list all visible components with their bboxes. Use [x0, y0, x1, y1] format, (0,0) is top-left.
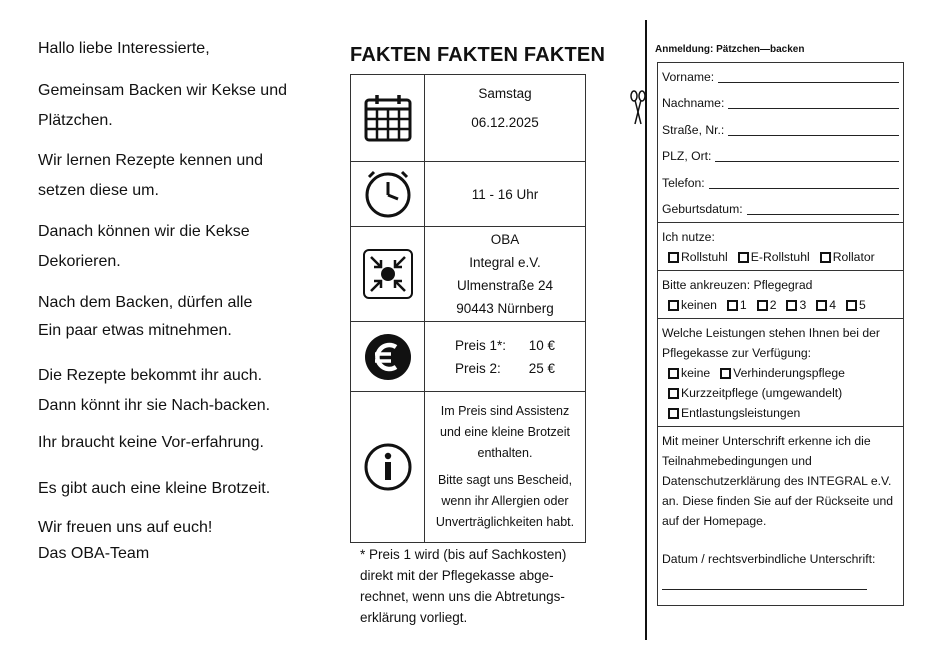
checkbox-icon[interactable] — [668, 368, 679, 379]
checkbox-rollstuhl[interactable]: Rollstuhl — [668, 247, 728, 267]
intro-paragraph: Wir lernen Rezepte kennen und setzen diese um. — [38, 152, 264, 199]
firstname-field[interactable]: Vorname: — [662, 63, 899, 90]
registration-title: Anmeldung: Pätzchen—backen — [655, 44, 805, 55]
signature-field[interactable] — [662, 589, 867, 590]
care-level-label: Bitte ankreuzen: Pflegegrad — [662, 278, 813, 292]
checkbox-benefit-respite[interactable]: Verhinderungspflege — [720, 363, 845, 383]
scissors-icon — [630, 90, 646, 126]
facts-title: FAKTEN FAKTEN FAKTEN — [350, 44, 606, 66]
facts-table — [350, 74, 586, 543]
checkbox-icon[interactable] — [816, 300, 827, 311]
checkbox-icon[interactable] — [727, 300, 738, 311]
checkbox-icon[interactable] — [757, 300, 768, 311]
facts-column — [350, 44, 606, 625]
checkbox-icon[interactable] — [786, 300, 797, 311]
event-date: 06.12.2025 — [471, 115, 539, 130]
checkbox-benefit-short-term[interactable]: Kurzzeitpflege (umgewandelt) — [668, 383, 842, 403]
checkbox-icon[interactable] — [668, 408, 679, 419]
euro-icon — [363, 332, 413, 382]
intro-paragraph: Es gibt auch eine kleine Brotzeit. — [38, 480, 271, 497]
phone-field[interactable]: Telefon: — [662, 169, 899, 196]
checkbox-care-3[interactable]: 3 — [786, 295, 806, 315]
checkbox-icon[interactable] — [820, 252, 831, 263]
checkbox-icon[interactable] — [738, 252, 749, 263]
zip-city-field[interactable]: PLZ, Ort: — [662, 143, 899, 170]
info-icon — [363, 442, 413, 492]
checkbox-icon[interactable] — [668, 252, 679, 263]
calendar-icon — [362, 92, 414, 144]
checkbox-icon[interactable] — [668, 300, 679, 311]
facts-row-info: Im Preis sind Assistenz und eine kleine Brotzeit enthalten. Bitte sagt uns Bescheid, wenn ihr Allergien oder Unverträglichkeiten habt. — [351, 392, 585, 542]
registration-form — [657, 62, 904, 606]
checkbox-icon[interactable] — [720, 368, 731, 379]
intro-paragraph: Danach können wir die Kekse Dekorieren. — [38, 223, 250, 270]
facts-row-time — [351, 162, 585, 227]
benefits-section: Welche Leistungen stehen Ihnen bei der Pflegekasse zur Verfügung: keine Verhinderungspflege Kurzzeitpflege (umgewandelt) Entlastungsleistungen — [658, 319, 903, 427]
intro-paragraph: Gemeinsam Backen wir Kekse und Plätzchen. — [38, 82, 287, 129]
place-line: OBA — [490, 232, 520, 247]
signature-label: Datum / rechtsverbindliche Unterschrift: — [662, 552, 876, 566]
price-footnote: * Preis 1 wird (bis auf Sachkosten) direkt mit der Pflegekasse abge- rechnet, wenn uns die Abtretungs- erklärung vorliegt. — [360, 547, 567, 625]
mobility-label: Ich nutze: — [662, 230, 715, 244]
checkbox-benefit-relief[interactable]: Entlastungsleistungen — [668, 403, 800, 423]
intro-paragraph: Nach dem Backen, dürfen alle Ein paar etwas mitnehmen. — [38, 294, 253, 339]
intro-paragraph: Ihr braucht keine Vor-erfahrung. — [38, 434, 264, 451]
checkbox-rollator[interactable]: Rollator — [820, 247, 875, 267]
price-row: Preis 2: 25 € — [455, 360, 555, 376]
checkbox-care-1[interactable]: 1 — [727, 295, 747, 315]
meeting-point-icon — [362, 248, 414, 300]
event-time: 11 - 16 Uhr — [471, 186, 539, 202]
street-field[interactable]: Straße, Nr.: — [662, 116, 899, 143]
checkbox-icon[interactable] — [846, 300, 857, 311]
checkbox-care-5[interactable]: 5 — [846, 295, 866, 315]
lastname-field[interactable]: Nachname: — [662, 90, 899, 117]
intro-paragraph: Die Rezepte bekommt ihr auch. Dann könnt ihr sie Nach-backen. — [38, 367, 271, 414]
checkbox-benefit-none[interactable]: keine — [668, 363, 710, 383]
intro-paragraph: Wir freuen uns auf euch! Das OBA-Team — [38, 519, 213, 562]
checkbox-icon[interactable] — [668, 388, 679, 399]
birthdate-field[interactable]: Geburtsdatum: — [662, 196, 899, 223]
care-level-section — [658, 271, 903, 319]
consent-section: Mit meiner Unterschrift erkenne ich die Teilnahmebedingungen und Datenschutzerklärung des INTEGRAL e.V. an. Diese finden Sie auf der Rückseite und auf der Homepage. Datum / rechtsverbindliche Unterschrift: — [658, 427, 903, 605]
checkbox-care-2[interactable]: 2 — [757, 295, 777, 315]
intro-paragraph: Hallo liebe Interessierte, — [38, 40, 210, 57]
checkbox-e-rollstuhl[interactable]: E-Rollstuhl — [738, 247, 810, 267]
mobility-section — [658, 223, 903, 271]
checkbox-care-4[interactable]: 4 — [816, 295, 836, 315]
place-line: 90443 Nürnberg — [456, 301, 554, 316]
clock-icon — [362, 168, 414, 220]
facts-row-price — [351, 322, 585, 392]
place-line: Integral e.V. — [469, 255, 541, 270]
personal-data-section — [658, 63, 903, 223]
checkbox-care-none[interactable]: keinen — [668, 295, 717, 315]
facts-row-place — [351, 227, 585, 322]
place-line: Ulmenstraße 24 — [456, 278, 554, 293]
event-day: Samstag — [478, 86, 532, 101]
facts-row-date — [351, 75, 585, 162]
price-row: Preis 1*: 10 € — [455, 337, 555, 353]
